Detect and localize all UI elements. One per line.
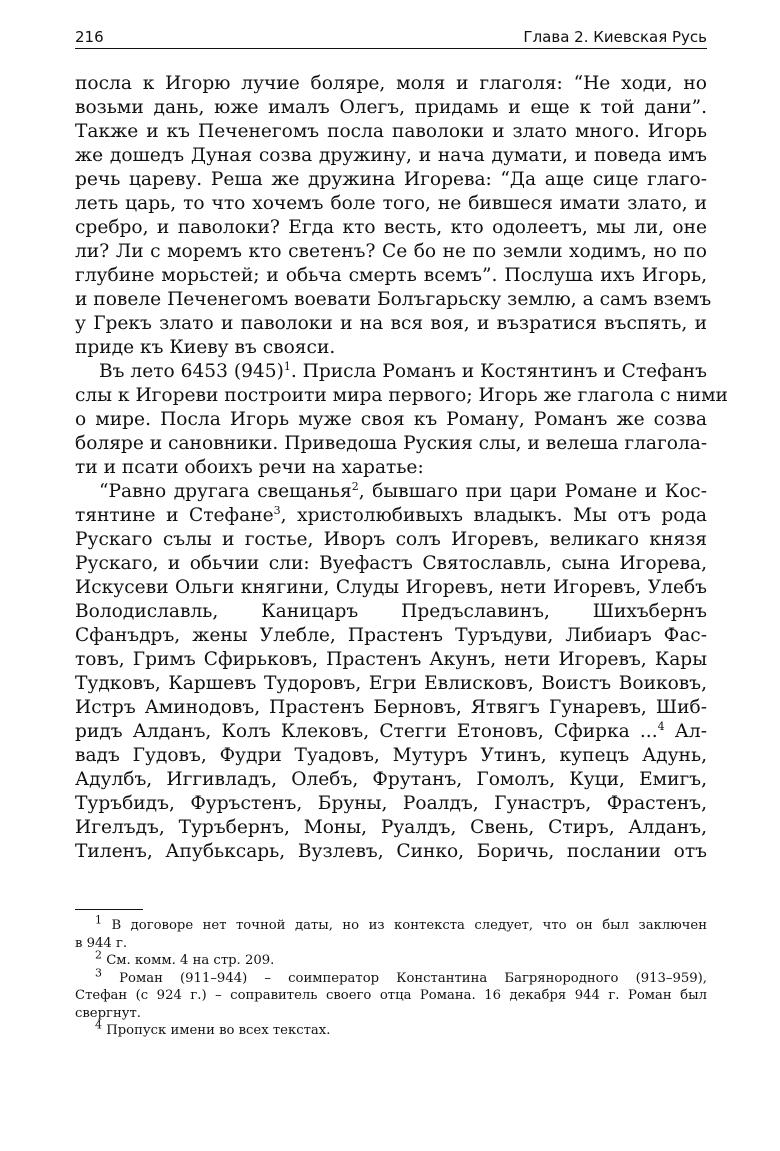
footnote-line — [75, 935, 707, 953]
footnote-line — [75, 948, 707, 970]
text-line — [75, 600, 707, 624]
text-run: Пропуск имени во всех текстах. — [102, 1023, 331, 1038]
text-line — [75, 336, 707, 360]
text-run: о мире. Посла Игорь муже своя къ Роману, Романъ же созва — [75, 409, 707, 430]
footnote-marker: 4 — [95, 1018, 102, 1032]
text-run: Володиславль, Каницаръ Предъславинъ, Шихъбернъ — [75, 601, 707, 622]
text-line — [75, 624, 707, 648]
text-line — [75, 744, 707, 768]
footnote-divider — [75, 909, 143, 910]
text-run: Сфанъдръ, жены Улебле, Прастенъ Туръдуви, Либиаръ Фас- — [75, 625, 707, 646]
text-run: Туръбидъ, Фуръстенъ, Бруны, Роалдъ, Гунастръ, Фрастенъ, — [75, 793, 707, 814]
text-line — [75, 384, 728, 408]
text-line — [75, 768, 707, 792]
text-line — [75, 168, 707, 192]
text-run: Рускаго сълы и гостье, Иворъ солъ Игоревъ, великаго князя — [75, 529, 707, 550]
text-line — [75, 720, 707, 744]
text-run: посла к Игорю лучие боляре, моля и глаголя: “Не ходи, но — [75, 73, 707, 94]
text-line — [75, 816, 707, 840]
text-run: Рускаго, и обьчии сли: Вуефастъ Святославль, сына Игорева, — [75, 553, 707, 574]
text-line — [75, 144, 707, 168]
text-run: ти и псати обоихъ речи на харатье: — [75, 457, 424, 478]
footnote-line — [75, 913, 707, 935]
text-line — [75, 408, 707, 432]
text-run: ли? Ли с моремъ кто светенъ? Се бо не по земли ходимъ, но по — [75, 241, 707, 262]
text-run: Тудковъ, Каршевъ Тудоровъ, Егри Евлисковъ, Воистъ Воиковъ, — [75, 673, 707, 694]
footnote-reference: 3 — [273, 503, 281, 517]
text-line — [75, 120, 707, 144]
text-run: боляре и сановники. Приведоша Руския слы, и велеша глагола- — [75, 433, 708, 454]
text-run: возьми дань, юже ималъ Олегъ, придамь и еще к той дани”. — [75, 97, 707, 118]
text-line — [75, 312, 707, 336]
footnote-reference: 4 — [657, 719, 665, 733]
text-run: речь цареву. Реша же дружина Игорева: “Да аще сице глаго- — [75, 169, 707, 190]
text-run: , бывшаго при цари Романе и Кос- — [358, 481, 707, 502]
text-run: Истръ Аминодовъ, Прастенъ Берновъ, Ятвягъ Гунаревъ, Шиб- — [75, 697, 707, 718]
text-run: свергнут. — [75, 1005, 142, 1021]
footnote — [75, 966, 707, 1023]
text-run: Также и къ Печенегомъ посла паволоки и злато много. Игорь — [75, 121, 707, 142]
text-run: вадъ Гудовъ, Фудри Туадовъ, Мутуръ Утинъ, купецъ Адунь, — [75, 745, 707, 766]
text-run: . Присла Романъ и Костянтинъ и Стефанъ — [290, 361, 707, 382]
footnote — [75, 1018, 707, 1040]
text-run: слы к Игореви построити мира первого; Игорь же глагола с ними — [75, 385, 728, 406]
text-run: Стефан (с 924 г.) – соправитель своего отца Романа. 16 декабря 944 г. Роман был — [75, 988, 707, 1003]
footnote-line — [75, 1005, 707, 1023]
text-run: глубине морьстей; и обьча смерть всемъ”. Послуша ихъ Игорь, — [75, 265, 707, 286]
text-run: Роман (911–944) – соимператор Константина Багрянородного (913–959), — [102, 970, 707, 986]
footnote-marker: 2 — [95, 948, 102, 962]
text-run: , христолюбивыхъ владыкъ. Мы отъ рода — [280, 505, 707, 526]
footnote-line — [75, 1018, 707, 1040]
footnote-marker: 3 — [95, 966, 102, 980]
text-run: Въ лето 6453 (945) — [99, 361, 284, 382]
text-run: и повеле Печенегомъ воевати Болъгарьску землю, а самъ вземъ — [75, 289, 712, 310]
text-run: у Грекъ злато и паволоки и на вся воя, и възратися въспять, и — [75, 313, 707, 334]
footnote-line — [75, 987, 707, 1005]
text-line — [75, 432, 707, 456]
text-run: Искусеви Ольги княгини, Слуды Игоревъ, нети Игоревъ, Улебъ — [75, 577, 707, 598]
text-run: леть царь, то что хочемъ боле того, не бившеся имати злато, и — [75, 193, 707, 214]
footnote-reference: 2 — [351, 479, 359, 493]
text-line — [75, 552, 707, 576]
text-line — [75, 480, 707, 504]
text-line — [75, 288, 712, 312]
text-line — [75, 504, 707, 528]
text-line — [75, 696, 707, 720]
text-line — [75, 72, 707, 96]
text-run: Адулбъ, Иггивладъ, Олебъ, Фрутанъ, Гомолъ, Куци, Емигъ, — [75, 769, 707, 790]
text-line — [75, 648, 707, 672]
main-text — [75, 72, 728, 864]
footnote-reference: 1 — [283, 359, 291, 373]
footnote-marker: 1 — [95, 913, 102, 927]
page-header — [75, 22, 707, 49]
text-line — [75, 96, 707, 120]
text-line — [75, 456, 707, 480]
text-run: товъ, Гримъ Сфирьковъ, Прастенъ Акунъ, нети Игоревъ, Кары — [75, 649, 707, 670]
text-line — [75, 528, 707, 552]
text-run: См. комм. 4 на стр. 209. — [102, 953, 275, 968]
text-run: Тиленъ, Апубьксарь, Вузлевъ, Синко, Боричь, послании отъ — [75, 841, 707, 862]
text-run: ридъ Алданъ, Колъ Клековъ, Стегги Етоновъ, Сфирка ... — [75, 721, 658, 742]
text-line — [75, 672, 707, 696]
text-run: “Равно другага свещанья — [99, 481, 352, 502]
running-title: Глава 2. Киевская Русь — [523, 28, 707, 46]
text-run: сребро, и паволоки? Егда кто весть, кто одолеетъ, мы ли, оне — [75, 217, 707, 238]
footnotes — [75, 913, 707, 1040]
footnote — [75, 913, 707, 952]
text-line — [75, 216, 707, 240]
text-run: В договоре нет точной даты, но из контекста следует, что он был заключен — [102, 918, 707, 933]
text-line — [75, 264, 707, 288]
text-line — [75, 576, 707, 600]
text-run: в 944 г. — [75, 935, 128, 951]
text-run: приде къ Киеву въ свояси. — [75, 337, 336, 358]
text-line — [75, 192, 707, 216]
text-run: Ал- — [664, 721, 707, 742]
footnote — [75, 948, 707, 970]
text-run: тянтине и Стефане — [75, 505, 274, 526]
text-run: же дошедъ Дуная созва дружину, и нача думати, и поведа имъ — [75, 145, 707, 166]
footnote-line — [75, 966, 707, 988]
text-line — [75, 792, 707, 816]
text-line — [75, 840, 707, 864]
text-line — [75, 360, 707, 384]
text-line — [75, 240, 707, 264]
page-number: 216 — [75, 28, 104, 46]
text-run: Игелъдъ, Туръбернъ, Моны, Руалдъ, Свень, Стиръ, Алданъ, — [75, 817, 707, 838]
